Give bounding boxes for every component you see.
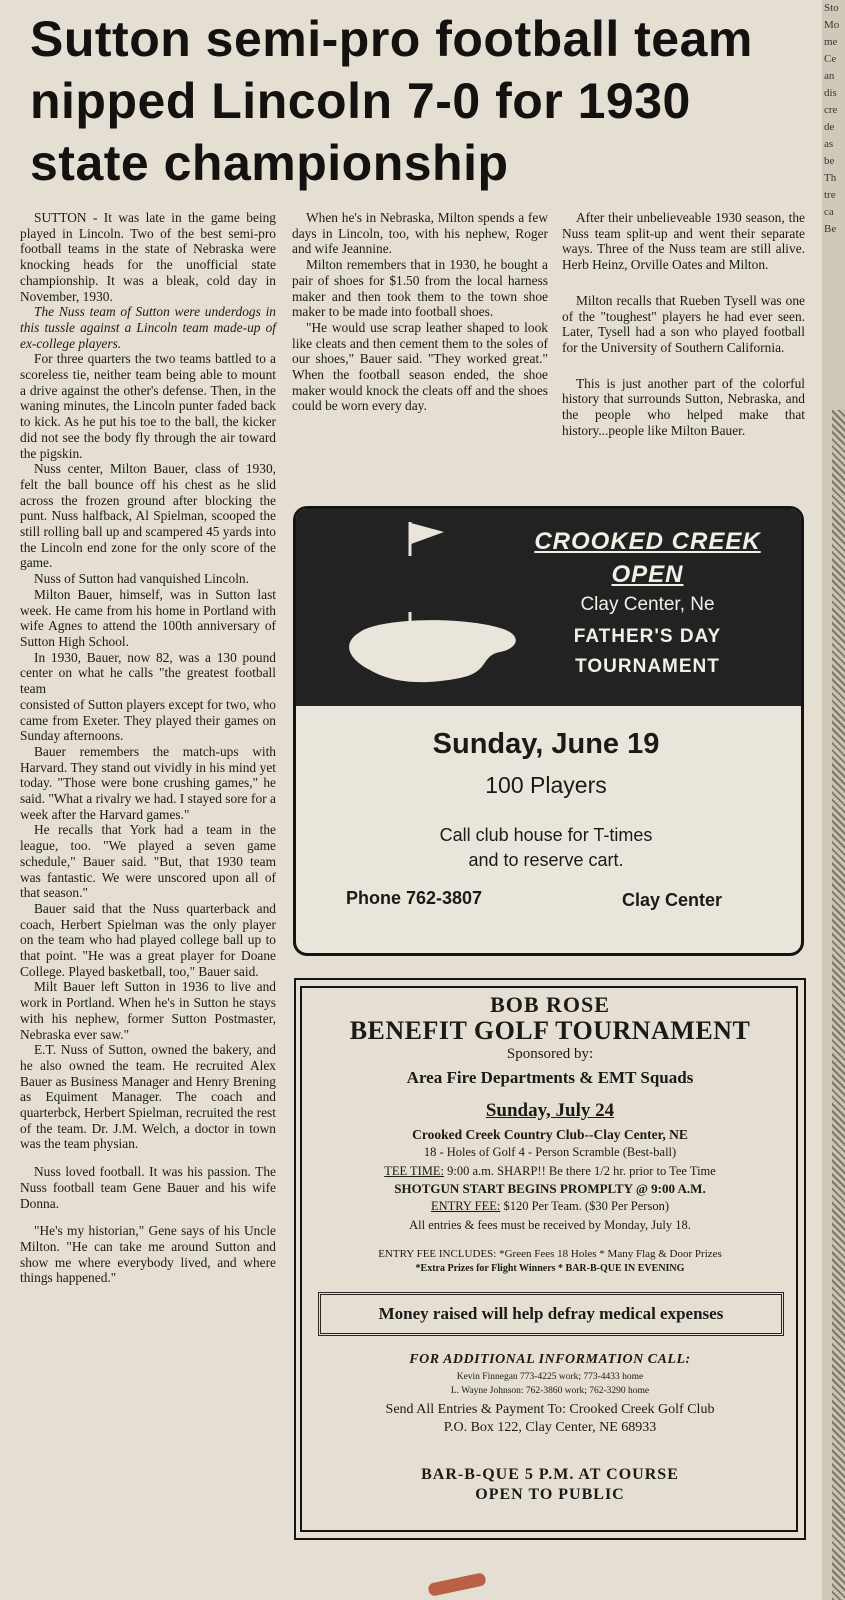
paragraph: E.T. Nuss of Sutton, owned the bakery, and he also owned the team. He recruited Alex Bauer as Business Manager and Henry Brening as Equiment Manager. The coach and quarterbck, Herbert Spielman, recruited the rest of the team. Dr. J.M. Welch, a doctor in town was the team physian.	[20, 1042, 276, 1152]
ad2-send-to: Send All Entries & Payment To: Crooked Creek Golf Club	[385, 1402, 715, 1417]
ad2-deadline: All entries & fees must be received by Monday, July 18.	[409, 1218, 691, 1232]
ad2-bbq: BAR-B-QUE 5 P.M. AT COURSE	[421, 1466, 679, 1483]
article-column-2	[292, 210, 548, 414]
edge-text: ca	[824, 206, 834, 218]
paragraph: After their unbelieveable 1930 season, the Nuss team split-up and went their separate ways. Three of the Nuss team are still alive. Herb Heinz, Orville Oates and Milton.	[562, 210, 805, 273]
ad-call-line: and to reserve cart.	[468, 850, 624, 870]
article-column-3	[562, 210, 805, 438]
headline: Sutton semi-pro football team nipped Lincoln 7-0 for 1930 state championship	[30, 11, 753, 191]
ad2-fee-text: $120 Per Team. ($30 Per Person)	[503, 1199, 669, 1213]
edge-text: Th	[824, 172, 837, 184]
edge-text: tre	[824, 189, 836, 201]
ad-call-info	[296, 823, 796, 873]
paragraph: Milton Bauer, himself, was in Sutton last week. He came from his home in Portland with wife Agnes to attend the 100th anniversary of Sutton High School.	[20, 586, 276, 649]
paragraph: Milton remembers that in 1930, he bought a pair of shoes for $1.50 from the local harness maker and then took them to the town shoe maker to be made into football shoes.	[292, 257, 548, 320]
paragraph: consisted of Sutton players except for two, who came from Exeter. They played their games on Sunday afternoons.	[20, 696, 276, 744]
ad-players: 100 Players	[485, 772, 607, 798]
edge-text: as	[824, 138, 834, 150]
ad2-title: BOB ROSE	[490, 992, 610, 1017]
flag-pennant	[411, 523, 444, 544]
spacer	[20, 1152, 276, 1164]
bob-rose-ad	[294, 978, 806, 1540]
ad-title	[500, 525, 795, 591]
ad2-open: OPEN TO PUBLIC	[475, 1486, 625, 1503]
paragraph: This is just another part of the colorful history that surrounds Sutton, Nebraska, and the people who helped make that history...people like Milton Bauer.	[562, 375, 805, 438]
ad2-address: P.O. Box 122, Clay Center, NE 68933	[443, 1420, 657, 1435]
flag-icon	[408, 520, 448, 556]
ad-title-line: OPEN	[611, 561, 684, 588]
edge-text: dis	[824, 87, 837, 99]
hatched-border	[832, 410, 845, 1600]
golf-green-icon	[340, 612, 523, 684]
ad2-entry-fee	[296, 1199, 804, 1214]
edge-text: Sto	[824, 2, 839, 14]
paragraph: Bauer remembers the match-ups with Harvard. They stand out vividly in his mind yet today. "Those were bone crushing games," he said. "What a rivalry we had. I stayed sore for a week after the Harvard games."	[20, 743, 276, 822]
ad2-contact: L. Wayne Johnson: 762-3860 work; 762-3290 home	[450, 1386, 650, 1396]
edge-text: an	[824, 70, 835, 82]
paragraph: Nuss loved football. It was his passion. The Nuss football team Gene Bauer and his wife Donna.	[20, 1164, 276, 1211]
paragraph: Bauer said that the Nuss quarterback and coach, Herbert Spielman was the only player on the team who had played college ball up to that point. "He was a great player for Doane College. Played basketball, too," Bauer said.	[20, 900, 276, 979]
paragraph: "He's my historian," Gene says of his Uncle Milton. "He can take me around Sutton and show me where everybody lived, and where things happened."	[20, 1223, 276, 1286]
ad-tournament	[500, 622, 795, 682]
ad-phone: Phone 762-3807	[346, 888, 483, 908]
paragraph: For three quarters the two teams battled to a scoreless tie, neither team being able to mount a drive against the other's defense. Then, in the waning minutes, the Lincoln punter faded back to kick. As he put his toe to the ball, the kicker did not see the body fly through the air toward the pigskin.	[20, 351, 276, 461]
paragraph: Milt Bauer left Sutton in 1936 to live and work in Portland. When he's in Sutton he stays with his nephew, former Sutton Postmaster, Nebraska ever saw."	[20, 979, 276, 1042]
ad2-tee-label: TEE TIME:	[384, 1164, 445, 1178]
paragraph: Nuss center, Milton Bauer, class of 1930, felt the ball bounce off his chest as he slid across the frozen ground after blocking the punt. Nuss halfback, Al Spielman, scooped the still rolling ball up and scampered 45 yards into the Lincoln end zone for the only score of the game.	[20, 461, 276, 571]
ad2-contact: Kevin Finnegan 773-4225 work; 773-4433 home	[456, 1372, 644, 1382]
edge-text: de	[824, 121, 835, 133]
ad2-fee-label: ENTRY FEE:	[430, 1199, 501, 1213]
spacer	[20, 1211, 276, 1223]
paragraph: Milton recalls that Rueben Tysell was one of the "toughest" players he had ever seen. Later, Tysell had a son who played football for the University of Southern California.	[562, 292, 805, 355]
edge-text: Be	[824, 223, 837, 235]
article-column-1	[20, 210, 276, 1286]
paragraph: When he's in Nebraska, Milton spends a few days in Lincoln, too, with his nephew, Roger and wife Jeannine.	[292, 210, 548, 257]
edge-text: Ce	[824, 53, 837, 65]
ad2-club: Crooked Creek Country Club--Clay Center, NE	[412, 1127, 688, 1142]
ad2-tee-time	[296, 1164, 804, 1179]
ad2-sponsors: Area Fire Departments & EMT Squads	[406, 1068, 694, 1087]
paragraph: In 1930, Bauer, now 82, was a 130 pound center on what he calls "the greatest football team	[20, 649, 276, 697]
ad-city: Clay Center	[622, 890, 723, 910]
ad-call-line: Call club house for T-times	[439, 825, 653, 845]
ad2-subtitle: BENEFIT GOLF TOURNAMENT	[349, 1016, 751, 1045]
ad-title-line: CROOKED CREEK	[534, 528, 761, 555]
spacer	[562, 273, 805, 293]
ad-tournament-line: FATHER'S DAY	[573, 626, 722, 647]
ad2-extras: *Extra Prizes for Flight Winners * BAR-B-QUE IN EVENING	[415, 1263, 685, 1274]
spacer	[562, 356, 805, 376]
ad2-money-box: Money raised will help defray medical expenses	[318, 1292, 784, 1336]
paragraph: The Nuss team of Sutton were underdogs in this tussle against a Lincoln team made-up of ex-college players.	[20, 304, 276, 351]
ad-date: Sunday, June 19	[432, 728, 660, 760]
ad-location: Clay Center, Ne	[580, 594, 715, 615]
paragraph: He recalls that York had a team in the league, too. "We played a seven game schedule," Bauer said. "But, that 1930 team was fantastic. We were unscored upon all of that season."	[20, 822, 276, 901]
edge-text: cre	[824, 104, 838, 116]
edge-text: be	[824, 155, 835, 167]
putting-green-shape	[349, 620, 516, 682]
ad2-includes: ENTRY FEE INCLUDES: *Green Fees 18 Holes * Many Flag & Door Prizes	[378, 1248, 722, 1260]
edge-text: Mo	[824, 19, 840, 31]
ad2-format: 18 - Holes of Golf 4 - Person Scramble (Best-ball)	[423, 1145, 677, 1159]
ad2-date: Sunday, July 24	[485, 1100, 615, 1121]
paragraph: Nuss of Sutton had vanquished Lincoln.	[34, 571, 249, 587]
ad2-info-heading: FOR ADDITIONAL INFORMATION CALL:	[409, 1352, 691, 1367]
ad2-shotgun: SHOTGUN START BEGINS PROMPLTY @ 9:00 A.M.	[394, 1181, 706, 1196]
ad2-sponsored-label: Sponsored by:	[506, 1046, 594, 1062]
ad2-tee-text: 9:00 a.m. SHARP!! Be there 1/2 hr. prior to Tee Time	[447, 1164, 716, 1178]
edge-text: me	[824, 36, 838, 48]
ad-tournament-line: TOURNAMENT	[575, 656, 720, 677]
paragraph: SUTTON - It was late in the game being played in Lincoln. Two of the best semi-pro football teams in the state of Nebraska were knocking heads for the unofficial state championship. It was a bleak, cold day in November, 1930.	[20, 210, 276, 304]
paragraph: "He would use scrap leather shaped to look like cleats and then cement them to the soles of our shoes," Bauer said. "They worked great." When the football season ended, the shoe maker would knock the cleats off and the shoes could be worn every day.	[292, 319, 548, 414]
